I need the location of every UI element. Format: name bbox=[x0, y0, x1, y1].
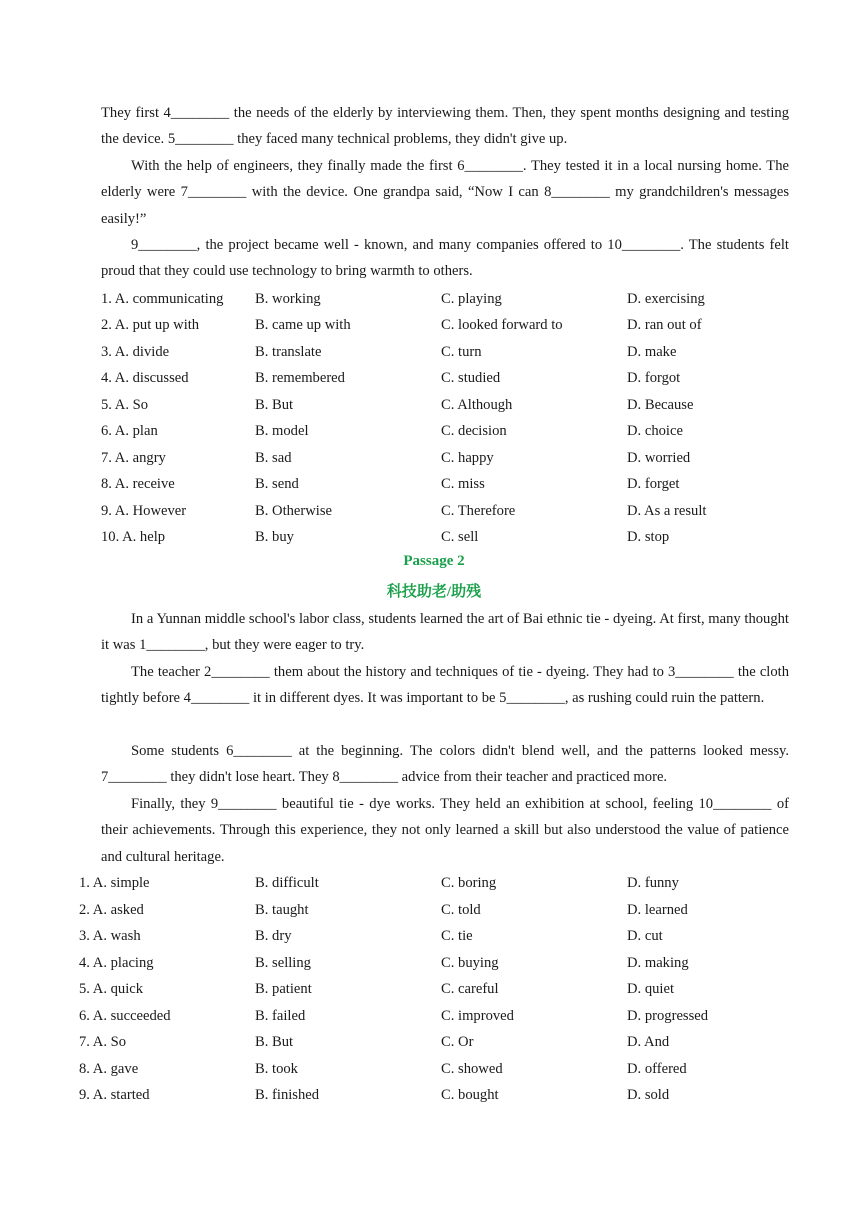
option-d: D. ran out of bbox=[627, 317, 702, 333]
option-c: C. playing bbox=[441, 291, 502, 307]
option-row bbox=[0, 286, 868, 312]
option-d: D. As a result bbox=[627, 503, 707, 519]
option-a: 1. A. communicating bbox=[101, 291, 224, 307]
option-c: C. Although bbox=[441, 397, 513, 413]
option-c: C. improved bbox=[441, 1008, 514, 1024]
option-row bbox=[0, 1003, 868, 1029]
option-a: 9. A. started bbox=[79, 1087, 150, 1103]
option-row bbox=[0, 1056, 868, 1082]
passage2-title: Passage 2 bbox=[403, 553, 465, 569]
option-d: D. cut bbox=[627, 928, 663, 944]
option-a: 5. A. quick bbox=[79, 981, 144, 997]
option-b: B. difficult bbox=[255, 875, 319, 891]
option-b: B. remembered bbox=[255, 370, 345, 386]
option-a: 8. A. gave bbox=[79, 1061, 139, 1077]
option-b: B. selling bbox=[255, 955, 311, 971]
option-d: D. forgot bbox=[627, 370, 681, 386]
option-c: C. told bbox=[441, 902, 481, 918]
option-a: 8. A. receive bbox=[101, 476, 175, 492]
option-b: B. sad bbox=[255, 450, 292, 466]
option-d: D. make bbox=[627, 344, 677, 360]
option-a: 1. A. simple bbox=[79, 875, 150, 891]
option-row bbox=[0, 312, 868, 338]
option-a: 6. A. plan bbox=[101, 423, 158, 439]
option-b: B. finished bbox=[255, 1087, 320, 1103]
option-b: B. Otherwise bbox=[255, 503, 333, 519]
passage2-paragraph-3: Some students 6________ at the beginning. The colors didn't blend well, and the patterns looked messy. 7________ they didn't lose heart. They 8________ advice from their teacher and practiced more. bbox=[101, 743, 789, 786]
option-d: D. learned bbox=[627, 902, 688, 918]
passage1-paragraph-3: 9________, the project became well - known, and many companies offered to 10________. The students felt proud that they could use technology to bring warmth to others. bbox=[101, 237, 789, 280]
option-a: 10. A. help bbox=[101, 529, 166, 545]
option-a: 4. A. discussed bbox=[101, 370, 189, 386]
option-row bbox=[0, 471, 868, 497]
option-c: C. decision bbox=[441, 423, 507, 439]
option-d: D. choice bbox=[627, 423, 683, 439]
option-a: 2. A. put up with bbox=[101, 317, 200, 333]
option-b: B. working bbox=[255, 291, 321, 307]
option-b: B. took bbox=[255, 1061, 298, 1077]
option-c: C. turn bbox=[441, 344, 482, 360]
option-c: C. Or bbox=[441, 1034, 474, 1050]
option-b: B. translate bbox=[255, 344, 322, 360]
option-c: C. looked forward to bbox=[441, 317, 563, 333]
option-c: C. happy bbox=[441, 450, 494, 466]
option-b: B. send bbox=[255, 476, 299, 492]
option-a: 7. A. angry bbox=[101, 450, 166, 466]
passage2-paragraph-2: The teacher 2________ them about the history and techniques of tie - dyeing. They had to 3________ the cloth tightly before 4________ it in different dyes. It was important to be 5________, as rushing could ruin the pattern. bbox=[101, 664, 789, 707]
option-row bbox=[0, 365, 868, 391]
option-c: C. Therefore bbox=[441, 503, 516, 519]
option-d: D. And bbox=[627, 1034, 670, 1050]
option-c: C. boring bbox=[441, 875, 497, 891]
option-d: D. stop bbox=[627, 529, 670, 545]
option-b: B. But bbox=[255, 1034, 294, 1050]
passage1-paragraph-2: With the help of engineers, they finally made the first 6________. They tested it in a local nursing home. The elderly were 7________ with the device. One grandpa said, “Now I can 8________ my grandchildren's messages easily!” bbox=[101, 158, 789, 227]
option-a: 3. A. wash bbox=[79, 928, 141, 944]
option-d: D. Because bbox=[627, 397, 694, 413]
option-d: D. funny bbox=[627, 875, 679, 891]
option-d: D. exercising bbox=[627, 291, 705, 307]
option-a: 9. A. However bbox=[101, 503, 187, 519]
option-d: D. making bbox=[627, 955, 689, 971]
option-c: C. buying bbox=[441, 955, 499, 971]
option-a: 7. A. So bbox=[79, 1034, 127, 1050]
option-d: D. worried bbox=[627, 450, 691, 466]
option-c: C. miss bbox=[441, 476, 485, 492]
option-d: D. forget bbox=[627, 476, 680, 492]
option-a: 6. A. succeeded bbox=[79, 1008, 171, 1024]
option-row bbox=[0, 1082, 868, 1108]
option-b: B. model bbox=[255, 423, 309, 439]
passage2-subtitle: 科技助老/助残 bbox=[386, 584, 482, 600]
option-d: D. progressed bbox=[627, 1008, 709, 1024]
passage2-paragraph-1: In a Yunnan middle school's labor class, students learned the art of Bai ethnic tie - dyeing. At first, many thought it was 1________, but they were eager to try. bbox=[101, 611, 789, 654]
option-row bbox=[0, 498, 868, 524]
option-b: B. taught bbox=[255, 902, 309, 918]
option-row bbox=[0, 976, 868, 1002]
option-a: 4. A. placing bbox=[79, 955, 154, 971]
option-row bbox=[0, 392, 868, 418]
option-a: 3. A. divide bbox=[101, 344, 170, 360]
option-a: 5. A. So bbox=[101, 397, 149, 413]
option-d: D. quiet bbox=[627, 981, 675, 997]
option-b: B. failed bbox=[255, 1008, 306, 1024]
option-c: C. careful bbox=[441, 981, 499, 997]
option-c: C. studied bbox=[441, 370, 501, 386]
option-c: C. showed bbox=[441, 1061, 503, 1077]
option-b: B. patient bbox=[255, 981, 312, 997]
option-c: C. bought bbox=[441, 1087, 499, 1103]
option-row bbox=[0, 923, 868, 949]
option-row bbox=[0, 524, 868, 550]
option-row bbox=[0, 418, 868, 444]
option-a: 2. A. asked bbox=[79, 902, 144, 918]
option-b: B. came up with bbox=[255, 317, 351, 333]
option-row bbox=[0, 870, 868, 896]
option-row bbox=[0, 950, 868, 976]
option-row bbox=[0, 897, 868, 923]
option-row bbox=[0, 445, 868, 471]
option-d: D. offered bbox=[627, 1061, 687, 1077]
option-b: B. dry bbox=[255, 928, 292, 944]
option-b: B. But bbox=[255, 397, 294, 413]
option-row bbox=[0, 1029, 868, 1055]
option-b: B. buy bbox=[255, 529, 294, 545]
option-c: C. sell bbox=[441, 529, 479, 545]
passage1-paragraph-1: They first 4________ the needs of the elderly by interviewing them. Then, they spent months designing and testing the device. 5________ they faced many technical problems, they didn't give up. bbox=[101, 105, 789, 148]
option-row bbox=[0, 339, 868, 365]
option-c: C. tie bbox=[441, 928, 473, 944]
passage2-paragraph-4: Finally, they 9________ beautiful tie - dye works. They held an exhibition at school, feeling 10________ of their achievements. Through this experience, they not only learned a skill but also understood the value of patience and cultural heritage. bbox=[101, 796, 789, 865]
option-d: D. sold bbox=[627, 1087, 670, 1103]
